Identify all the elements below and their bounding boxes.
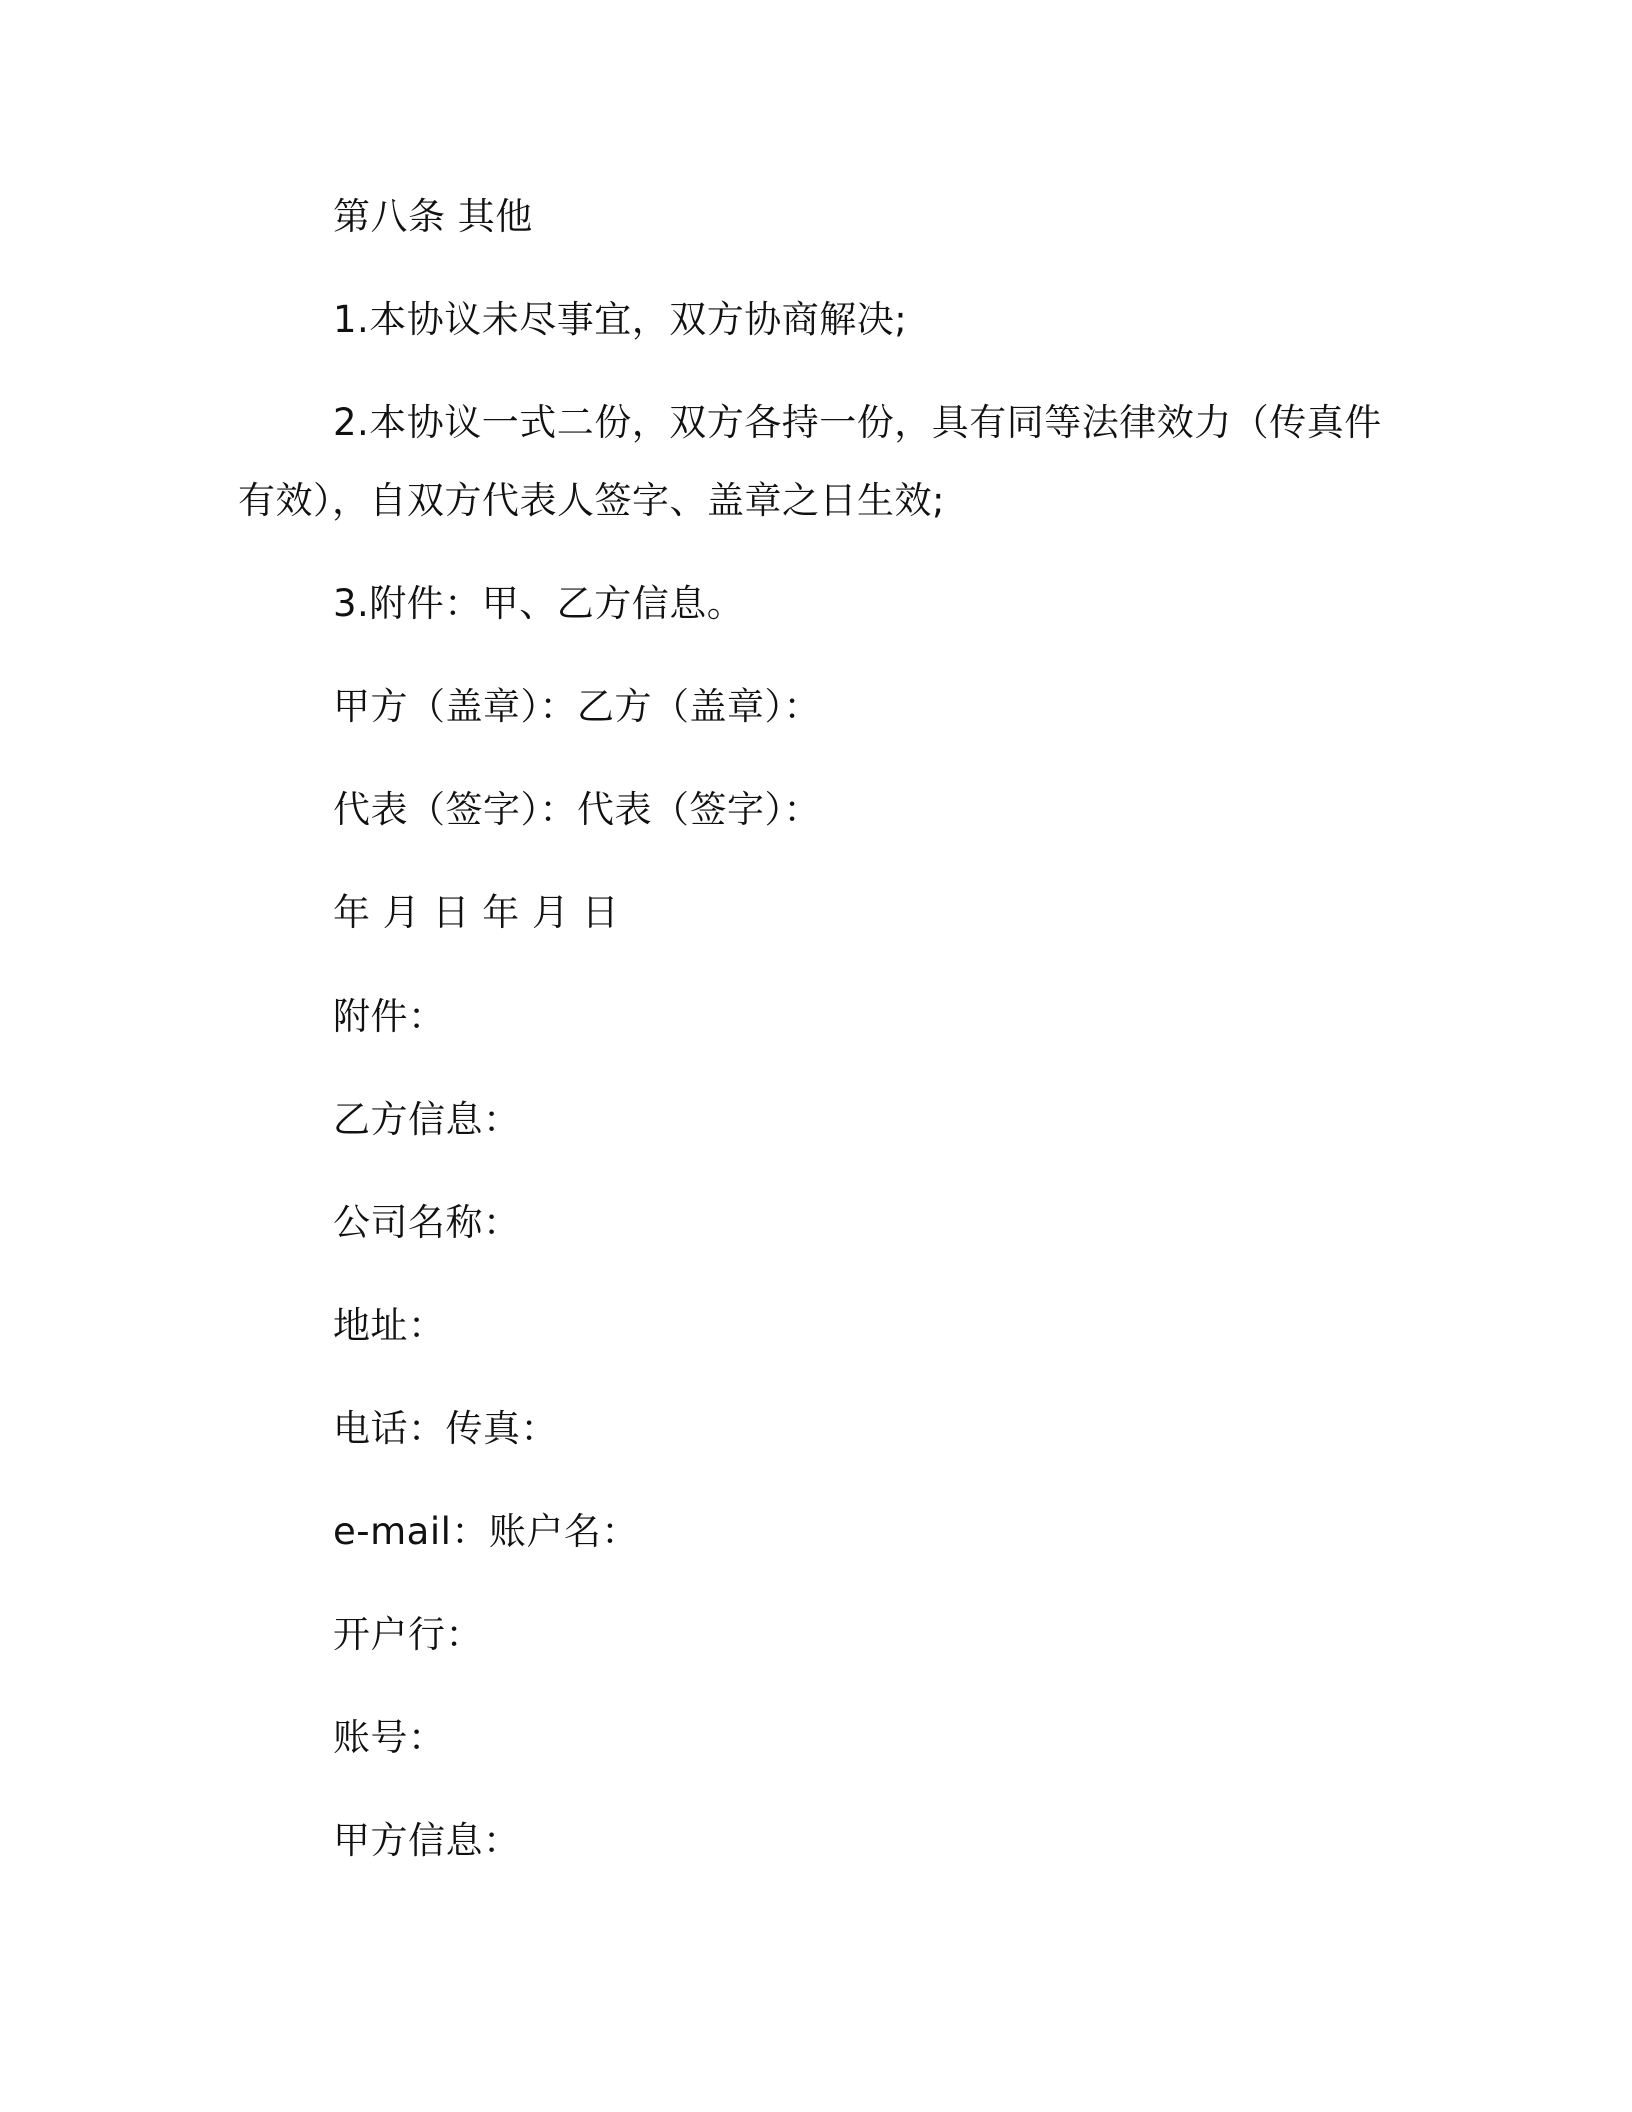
party-a-info-label: 甲方信息：	[333, 1819, 521, 1862]
section-heading: 第八条 其他	[333, 195, 533, 238]
clause-item-1: 1.本协议未尽事宜，双方协商解决;	[333, 298, 908, 341]
date-line: 年 月 日 年 月 日	[333, 891, 620, 934]
email-account-name-label: e-mail：账户名：	[333, 1510, 639, 1553]
clause-item-2-line-2: 有效），自双方代表人签字、盖章之日生效;	[238, 479, 945, 522]
clause-item-3: 3.附件：甲、乙方信息。	[333, 582, 745, 625]
account-number-label: 账号：	[333, 1716, 446, 1759]
address-label: 地址：	[333, 1304, 446, 1347]
seal-line: 甲方（盖章）：乙方（盖章）：	[333, 685, 821, 728]
phone-fax-label: 电话：传真：	[333, 1407, 558, 1450]
attachment-label: 附件：	[333, 995, 446, 1038]
clause-item-2-line-1: 2.本协议一式二份，双方各持一份，具有同等法律效力（传真件	[333, 401, 1382, 444]
bank-label: 开户行：	[333, 1613, 483, 1656]
company-name-label: 公司名称：	[333, 1201, 521, 1244]
party-b-info-label: 乙方信息：	[333, 1098, 521, 1141]
signature-line: 代表（签字）：代表（签字）：	[333, 788, 821, 831]
